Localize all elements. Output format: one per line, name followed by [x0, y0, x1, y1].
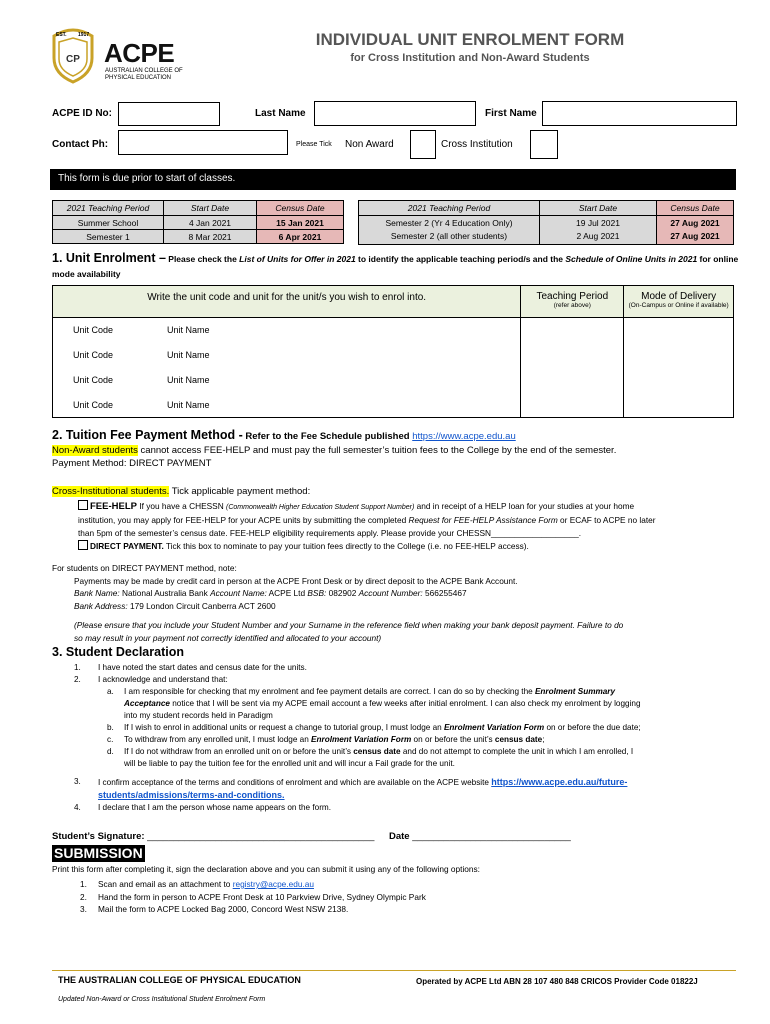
feehelp-line3: than 5pm of the semester’s census date. FEE-HELP eligibility requirements apply. Please provide your CHESSN___________________.	[78, 528, 582, 538]
cell-census: 6 Apr 2021	[257, 230, 344, 244]
item-text: Scan and email as an attachment to	[98, 879, 233, 889]
mode-sub-label: (On-Campus or Online if available)	[628, 302, 729, 309]
item-number: 4.	[74, 803, 81, 812]
feehelp-text: Request for FEE-HELP Assistance Form	[408, 515, 558, 525]
form-title: INDIVIDUAL UNIT ENROLMENT FORM	[315, 30, 625, 49]
unit-table-header	[53, 286, 734, 318]
cell-start	[540, 216, 657, 245]
list-item	[52, 776, 742, 802]
please-tick-label: Please Tick	[296, 141, 332, 148]
mode-header	[624, 286, 734, 318]
dates-left-header	[53, 201, 344, 216]
cell-start: 4 Jan 2021	[164, 216, 257, 230]
mode-cell[interactable]	[624, 318, 734, 343]
cross-highlight: Cross-Institutional students.	[52, 486, 170, 497]
mode-cell[interactable]	[624, 393, 734, 418]
acpe-id-label: ACPE ID No:	[52, 108, 112, 119]
direct-text: Tick this box to nominate to pay your tuition fees directly to the College (i.e. no FEE-HELP access).	[163, 541, 529, 551]
item-number: 3.	[80, 904, 87, 914]
mode-cell[interactable]	[624, 368, 734, 393]
list-item	[52, 746, 742, 770]
cell-period: Semester 1	[53, 230, 164, 244]
dates-table-right	[358, 200, 734, 245]
date-label: Date	[389, 831, 410, 842]
cell-start-line: 19 Jul 2021	[576, 218, 620, 228]
acpe-id-field[interactable]	[118, 102, 220, 126]
account-name-label: Account Name:	[210, 588, 267, 598]
item-text: To withdraw from any enrolled unit, I must lodge an	[124, 735, 312, 744]
item-text: Mail the form to ACPE Locked Bag 2000, Concord West NSW 2138.	[98, 904, 349, 914]
footer-college: THE AUSTRALIAN COLLEGE OF PHYSICAL EDUCATION	[58, 975, 301, 985]
item-letter: d.	[107, 747, 114, 756]
mode-cell[interactable]	[624, 343, 734, 368]
bank-details-line	[52, 587, 742, 600]
logo-est: EST.	[56, 32, 67, 38]
contact-label: Contact Ph:	[52, 139, 109, 150]
list-item	[52, 686, 742, 722]
feehelp-block	[78, 500, 738, 553]
account-number-label: Account Number:	[358, 588, 423, 598]
signature-field[interactable]: ___________________________________________	[144, 831, 375, 842]
section2-heading-line	[52, 428, 752, 442]
item-text: into my student records held in Paradigm	[124, 711, 273, 720]
feehelp-text: or ECAF to ACPE no later	[557, 515, 656, 525]
date-line	[389, 831, 571, 842]
item-text: I declare that I am the person whose name appears on the form.	[98, 803, 332, 812]
bank-name: National Australia Bank	[119, 588, 211, 598]
direct-payment-note	[52, 562, 742, 644]
item-number: 2.	[74, 675, 81, 684]
item-number: 3.	[74, 777, 81, 786]
list-item	[52, 802, 742, 814]
terms-link[interactable]: https://www.acpe.edu.au/future-	[491, 777, 628, 787]
form-subtitle: for Cross Institution and Non-Award Students	[350, 52, 590, 64]
section3-heading: 3. Student Declaration	[52, 645, 184, 659]
feehelp-line1	[78, 500, 738, 514]
item-text: Enrolment Summary	[534, 687, 616, 696]
item-text: If I do not withdraw from an enrolled unit on or before the unit’s	[124, 747, 354, 756]
list-item	[52, 674, 742, 686]
registry-email-link[interactable]: registry@acpe.edu.au	[232, 879, 314, 889]
bsb-label: BSB:	[307, 588, 327, 598]
item-letter: b.	[107, 723, 114, 732]
cell-period-line: Semester 2 (Yr 4 Education Only)	[385, 218, 513, 228]
for-students-line: For students on DIRECT PAYMENT method, note:	[52, 563, 237, 573]
bank-address: 179 London Circuit Canberra ACT 2600	[127, 600, 276, 611]
unit-code-cell[interactable]: Unit Code	[53, 368, 167, 393]
date-field[interactable]: ______________________________	[409, 831, 571, 842]
feehelp-line2	[78, 514, 738, 527]
acpe-logo	[48, 26, 188, 86]
pay-line: Payments may be made by credit card in person at the ACPE Front Desk or by direct deposit to the ACPE Bank Account.	[74, 575, 518, 586]
mode-label: Mode of Delivery	[641, 291, 717, 302]
th-teaching-period: 2021 Teaching Period	[359, 201, 540, 216]
feehelp-text: If you have a CHESSN	[136, 501, 226, 511]
direct-label: DIRECT PAYMENT.	[90, 541, 164, 551]
th-census-date: Census Date	[657, 201, 734, 216]
unit-name-cell[interactable]: Unit Name	[166, 318, 521, 343]
cell-start: 8 Mar 2021	[164, 230, 257, 244]
dates-table-left	[52, 200, 344, 244]
item-text: Enrolment Variation Form	[443, 723, 545, 732]
account-number: 566255467	[422, 588, 467, 598]
unit-name-cell[interactable]: Unit Name	[166, 343, 521, 368]
feehelp-text: institution, you may apply for FEE-HELP for your ACPE units by submitting the completed	[78, 515, 409, 525]
item-text: I have noted the start dates and census date for the units.	[98, 663, 307, 672]
unit-name-cell[interactable]: Unit Name	[166, 368, 521, 393]
cell-census-line: 27 Aug 2021	[670, 218, 720, 228]
item-text: I acknowledge and understand that:	[98, 675, 228, 684]
cell-period: Summer School	[53, 216, 164, 230]
item-text: and do not attempt to complete the unit in which I am enrolled, I	[400, 747, 634, 756]
teaching-period-header	[521, 286, 624, 318]
item-text: I confirm acceptance of the terms and conditions of enrolment and which are available on the ACPE website	[98, 778, 492, 787]
item-text: Enrolment Variation Form	[311, 735, 412, 744]
list-item	[52, 891, 742, 904]
item-text: Acceptance	[124, 699, 170, 708]
section1-instr: for online mode availability	[52, 254, 739, 279]
teaching-period-cell[interactable]	[521, 393, 624, 418]
teaching-period-cell[interactable]	[521, 318, 624, 343]
declaration-list	[52, 662, 742, 814]
section2-refer: Refer to the Fee Schedule published	[242, 431, 413, 442]
logo-year: 1917	[78, 32, 90, 38]
submission-heading: SUBMISSION	[54, 845, 143, 861]
feehelp-label: FEE-HELP	[90, 501, 137, 512]
table-row[interactable]	[53, 318, 734, 343]
non-award-text: cannot access FEE-HELP and must pay the full semester’s tuition fees to the College by the end of the semester.	[137, 445, 617, 456]
unit-name-cell[interactable]: Unit Name	[166, 393, 521, 418]
feehelp-checkbox[interactable]	[78, 500, 88, 510]
unit-header-text: Write the unit code and unit for the unit/s you wish to enrol into.	[147, 292, 427, 303]
list-item	[52, 903, 742, 916]
item-text: census date	[353, 747, 401, 756]
cross-institution-checkbox[interactable]	[530, 130, 558, 159]
list-item	[52, 662, 742, 674]
unit-code-cell[interactable]: Unit Code	[53, 393, 167, 418]
non-award-checkbox[interactable]	[410, 130, 436, 159]
svg-text:CP: CP	[66, 54, 80, 65]
th-start-date: Start Date	[540, 201, 657, 216]
list-item	[52, 722, 742, 734]
cross-line	[52, 486, 752, 497]
feehelp-text: (Commonwealth Higher Education Student Support Number)	[226, 504, 415, 511]
cell-census-line: 27 Aug 2021	[670, 231, 720, 241]
cross-text: Tick applicable payment method:	[169, 486, 311, 497]
due-notice-text: This form is due prior to start of classes.	[58, 173, 236, 184]
fee-schedule-link[interactable]: https://www.acpe.edu.au	[412, 431, 516, 442]
cell-period-line: Semester 2 (all other students)	[390, 231, 508, 241]
first-name-field[interactable]	[542, 101, 737, 126]
item-text: If I wish to enrol in additional units or request a change to tutorial group, I must lodge an	[124, 723, 444, 732]
ensure-line: so may result in your payment not correctly identified and allocated to your account)	[74, 632, 382, 643]
footer-operated: Operated by ACPE Ltd ABN 28 107 480 848 CRICOS Provider Code 01822J	[416, 977, 698, 986]
item-number: 1.	[74, 663, 81, 672]
table-row[interactable]	[53, 368, 734, 393]
bank-name-label: Bank Name:	[74, 588, 120, 598]
item-letter: c.	[107, 735, 114, 744]
submission-intro: Print this form after completing it, sign the declaration above and you can submit it using any of the following options:	[52, 864, 480, 874]
unit-code-cell[interactable]: Unit Code	[53, 318, 167, 343]
cross-institution-label: Cross Institution	[441, 139, 513, 150]
cell-start-line: 2 Aug 2021	[576, 231, 620, 241]
teaching-period-cell[interactable]	[521, 368, 624, 393]
item-text: notice that I will be sent via my ACPE email account a few weeks after initial enrolment. I can also check my enrolment by logging	[169, 699, 641, 708]
item-text: will be liable to pay the tuition fee for the enrolled unit and will incur a Fail grade for the unit.	[124, 759, 455, 768]
item-number: 2.	[80, 891, 87, 902]
item-text: Hand the form in person to ACPE Front Desk at 10 Parkview Drive, Sydney Olympic Park	[98, 891, 426, 902]
ensure-line: (Please ensure that you include your Student Number and your Surname in the reference field when making your bank deposit payment. Failure to do	[74, 620, 624, 630]
footer-rule	[52, 970, 736, 971]
section1-instr: List of Units for Offer in 2021	[239, 254, 356, 264]
item-letter: a.	[107, 687, 114, 696]
terms-link[interactable]: students/admissions/terms-and-conditions.	[98, 790, 285, 800]
dates-right-header	[359, 201, 734, 216]
section1-instr: Schedule of Online Units in 2021	[565, 254, 698, 264]
direct-payment-checkbox[interactable]	[78, 540, 88, 550]
section1-instr: to identify the applicable teaching period/s and the	[355, 254, 566, 264]
logo-sub2: PHYSICAL EDUCATION	[105, 75, 172, 81]
bsb: 082902	[326, 588, 359, 598]
unit-enrolment-table	[52, 285, 734, 418]
unit-code-cell[interactable]: Unit Code	[53, 343, 167, 368]
th-census-date: Census Date	[257, 201, 344, 216]
section2-heading: 2. Tuition Fee Payment Method -	[52, 428, 243, 442]
item-text: ;	[542, 735, 545, 744]
table-row	[359, 216, 734, 245]
section1-intro	[52, 251, 742, 282]
item-text: on or before the unit’s	[411, 735, 495, 744]
contact-phone-field[interactable]	[118, 130, 288, 155]
th-teaching-period: 2021 Teaching Period	[53, 201, 164, 216]
table-row	[53, 230, 344, 244]
item-text: census date	[494, 735, 543, 744]
unit-header-cell	[53, 286, 521, 318]
cell-period	[359, 216, 540, 245]
list-item	[52, 878, 742, 891]
teaching-period-cell[interactable]	[521, 343, 624, 368]
item-text: on or before the due date;	[544, 723, 641, 732]
th-start-date: Start Date	[164, 201, 257, 216]
bank-address-line	[52, 600, 742, 613]
teaching-period-label: Teaching Period	[536, 291, 609, 302]
non-award-highlight: Non-Award students	[52, 445, 138, 456]
payment-method-line: Payment Method: DIRECT PAYMENT	[52, 458, 212, 469]
cell-census	[657, 216, 734, 245]
submission-options	[52, 878, 742, 916]
logo-sub1: AUSTRALIAN COLLEGE OF	[105, 68, 183, 74]
table-row[interactable]	[53, 393, 734, 418]
refer-above-label: (refer above)	[553, 302, 591, 309]
feehelp-text: and in receipt of a HELP loan for your studies at your home	[414, 501, 635, 511]
last-name-field[interactable]	[314, 101, 476, 126]
bank-address-label: Bank Address:	[74, 600, 128, 611]
first-name-label: First Name	[485, 108, 537, 119]
section1-heading: 1. Unit Enrolment –	[52, 251, 166, 265]
item-text: I am responsible for checking that my enrolment and fee payment details are correct. I can do so by checking the	[124, 687, 535, 696]
cell-census: 15 Jan 2021	[257, 216, 344, 230]
footer-updated: Updated Non-Award or Cross Institutional Student Enrolment Form	[58, 996, 266, 1003]
section1-instr: Please check the	[168, 254, 240, 264]
account-name: ACPE Ltd	[266, 588, 308, 598]
last-name-label: Last Name	[255, 108, 306, 119]
item-number: 1.	[80, 879, 87, 889]
non-award-line	[52, 445, 752, 456]
signature-line	[52, 831, 374, 842]
list-item	[52, 734, 742, 746]
direct-line	[78, 540, 738, 553]
logo-brand: ACPE	[104, 38, 175, 68]
non-award-label: Non Award	[345, 139, 394, 150]
table-row	[53, 216, 344, 230]
signature-label: Student’s Signature:	[52, 831, 145, 842]
table-row[interactable]	[53, 343, 734, 368]
